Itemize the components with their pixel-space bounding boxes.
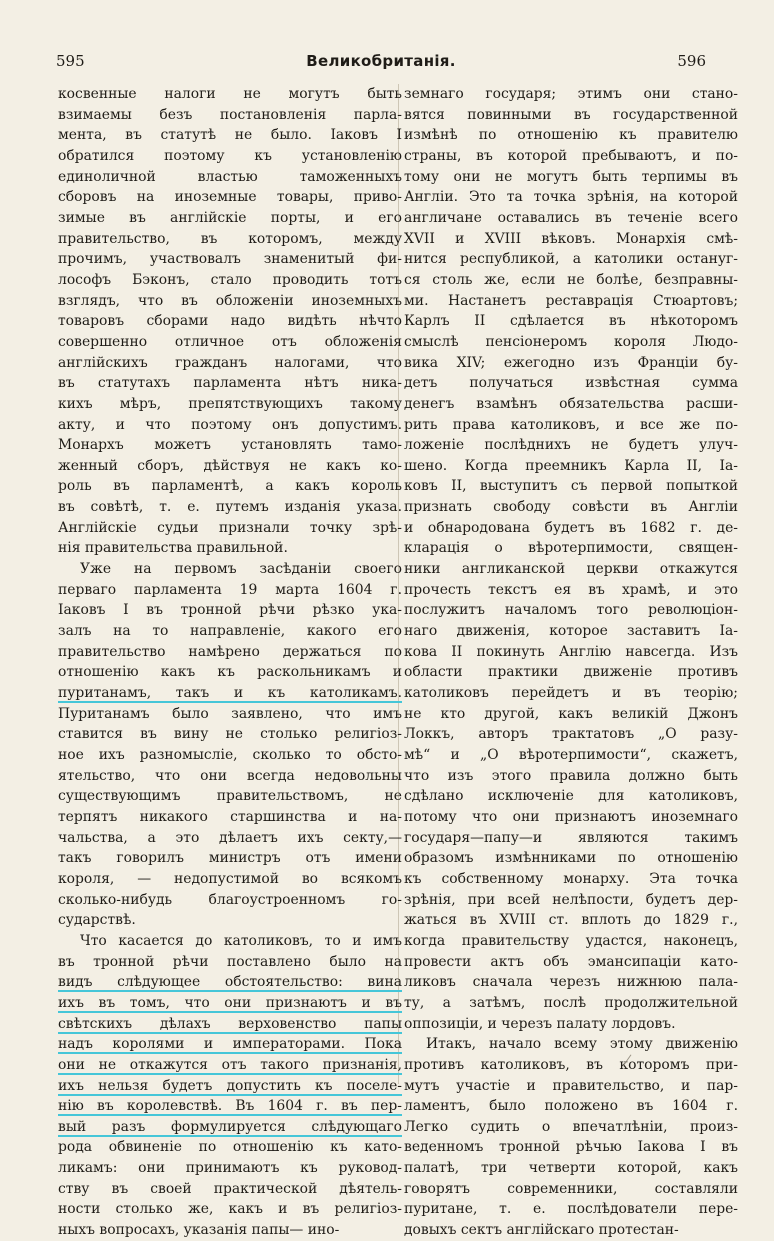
text-line: Монархъ можетъ установлять тамо-	[58, 437, 402, 454]
text-line: шено. Когда преемникъ Карла II, Іа-	[404, 457, 738, 474]
text-line: области практики движеніе противъ	[404, 664, 738, 681]
text-line: роль въ парламентѣ, а какъ король	[58, 478, 402, 495]
text-line: ми. Настанетъ реставрація Стюартовъ;	[404, 292, 738, 309]
text-line: Локкъ, авторъ трактатовъ „О разу-	[404, 726, 738, 743]
text-line: товаровъ сборами надо видѣть нѣчто	[58, 313, 402, 330]
text-line: измѣнѣ по отношенію къ правителю	[404, 127, 738, 144]
text-line: говорятъ современники, составляли	[404, 1180, 738, 1197]
text-line: ковъ II, выступитъ съ первой попыткой	[404, 478, 738, 495]
text-line: пуританамъ, такъ и къ католикамъ.	[58, 685, 402, 702]
page-number-left: 595	[56, 52, 85, 70]
text-line: кихъ мѣръ, препятствующихъ такому	[58, 395, 402, 412]
text-line: ликамъ: они принимаютъ къ руковод-	[58, 1160, 402, 1177]
text-line: ихъ въ томъ, что они признаютъ и въ	[58, 994, 402, 1011]
text-line: смыслѣ пенсіонеромъ короля Людо-	[404, 333, 738, 350]
text-line: они не откажутся отъ такого признанія,	[58, 1056, 402, 1073]
text-line: зрѣнія, при всей нелѣпости, будетъ дер-	[404, 891, 738, 908]
text-line: ту, а затѣмъ, послѣ продолжительной	[404, 994, 738, 1011]
text-line: католиковъ перейдетъ и въ теорію;	[404, 685, 738, 702]
text-line: надъ королями и императорами. Пока	[58, 1036, 402, 1053]
text-line: тому они не могутъ быть терпимы въ	[404, 168, 738, 185]
text-line: Карлъ II сдѣлается въ нѣкоторомъ	[404, 313, 738, 330]
text-line: что изъ этого правила должно быть	[404, 767, 738, 784]
text-line: палатѣ, три четверти которой, какъ	[404, 1160, 738, 1177]
text-line: ся столь же, если не болѣе, безправны-	[404, 271, 738, 288]
text-line: Уже на первомъ засѣданіи своего	[80, 561, 402, 578]
text-line: нію въ королевствѣ. Въ 1604 г. въ пер-	[58, 1098, 402, 1115]
text-line: обратился поэтому къ установленію	[58, 147, 402, 164]
text-line: чальства, а это дѣлаетъ ихъ секту,—	[58, 829, 402, 846]
text-line: короля, — недопустимой во всякомъ	[58, 870, 402, 887]
text-line: ликовъ сначала черезъ нижнюю пала-	[404, 974, 738, 991]
text-line: Англійскіе судьи признали точку зрѣ-	[58, 519, 402, 536]
text-line: не кто другой, какъ великій Джонъ	[404, 705, 738, 722]
text-line: вый разъ формулируется слѣдующаго	[58, 1118, 402, 1135]
text-line: образомъ измѣнниками по отношенію	[404, 850, 738, 867]
text-line: XVII и XVIII вѣковъ. Монархія смѣ-	[404, 230, 738, 247]
text-line: государя—папу—и являются такимъ	[404, 829, 738, 846]
text-line: англичане оставались въ теченіе всего	[404, 209, 738, 226]
text-line: вятся повинными въ государственной	[404, 106, 738, 123]
text-line: ству въ своей практической дѣятель-	[58, 1180, 402, 1197]
text-line: страны, въ которой пребываютъ, и по-	[404, 147, 738, 164]
text-line: сударствѣ.	[58, 912, 136, 929]
text-line: вика XIV; ежегодно изъ Франціи бу-	[404, 354, 738, 371]
text-line: нится республикой, а католики остануг-	[404, 251, 738, 268]
text-line: единоличной властью таможенныхъ	[58, 168, 402, 185]
text-line: правительство, въ которомъ, между	[58, 230, 402, 247]
text-line: прочимъ, участвовалъ знаменитый фи-	[58, 251, 402, 268]
text-line: денегъ взамѣнъ обязательства расши-	[404, 395, 738, 412]
text-line: сколько-нибудь благоустроенномъ го-	[58, 891, 402, 908]
text-line: веденномъ тронной рѣчью Іакова I въ	[404, 1139, 738, 1156]
text-line: Легко судить о впечатлѣніи, произ-	[404, 1118, 738, 1135]
text-line: совершенно отличное отъ обложенія	[58, 333, 402, 350]
text-line: ложеніе послѣднихъ не будетъ улуч-	[404, 437, 738, 454]
text-line: Итакъ, начало всему этому движенію	[426, 1036, 738, 1053]
text-line: противъ католиковъ, въ которомъ при-	[404, 1056, 738, 1073]
text-line: рода обвиненіе по отношенію къ като-	[58, 1139, 402, 1156]
text-line: когда правительству удастся, наконецъ,	[404, 932, 738, 949]
text-line: Что касается до католиковъ, то и имъ	[80, 932, 402, 949]
text-line: сборовъ на иноземные товары, приво-	[58, 189, 402, 206]
text-line: косвенные налоги не могутъ быть	[58, 86, 402, 102]
text-line: ламентъ, было положено въ 1604 г.	[404, 1098, 738, 1115]
text-line: земнаго государя; этимъ они стано-	[404, 86, 738, 102]
text-line: въ совѣтѣ, т. е. путемъ изданія указа.	[58, 499, 402, 516]
text-line: ники англиканской церкви откажутся	[404, 561, 738, 578]
text-line: рить права католиковъ, и все же по-	[404, 416, 738, 433]
text-line: пуритане, т. е. послѣдователи пере-	[404, 1201, 738, 1218]
text-line: зимые въ англійскіе порты, и его	[58, 209, 402, 226]
text-line: мутъ участіе и правительство, и пар-	[404, 1077, 738, 1094]
text-line: къ собственному монарху. Эта точка	[404, 870, 738, 887]
text-line: нія правительства правильной.	[58, 540, 288, 557]
right-column	[404, 84, 738, 1241]
running-title: Великобританія.	[306, 52, 456, 70]
text-line: оппозиціи, и черезъ палату лордовъ.	[404, 1015, 676, 1032]
text-line: мѣ“ и „О вѣротерпимости“, скажетъ,	[404, 747, 738, 763]
text-line: наго движенія, которое заставитъ Іа-	[404, 623, 738, 640]
text-line: лософъ Бэконъ, стало проводить тотъ	[58, 271, 402, 288]
text-line: послужитъ началомъ того революціон-	[404, 602, 738, 619]
text-line: мента, въ статутѣ не было. Іаковъ I	[58, 127, 402, 144]
text-line: взимаемы безъ постановленія парла-	[58, 106, 402, 123]
text-line: Іаковъ I въ тронной рѣчи рѣзко ука-	[58, 602, 402, 619]
text-line: кларація о вѣротерпимости, священ-	[404, 540, 738, 557]
text-line: и обнародована будетъ въ 1682 г. де-	[404, 519, 738, 536]
text-line: отношенію какъ къ раскольникамъ и	[58, 664, 402, 681]
text-line: провести актъ объ эмансипаціи като-	[404, 953, 738, 970]
text-line: женный сборъ, дѣйствуя не какъ ко-	[58, 457, 402, 474]
text-line: детъ получаться извѣстная сумма	[404, 375, 738, 392]
text-line: потому что они признаютъ иноземнаго	[404, 808, 738, 825]
text-line: перваго парламента 19 марта 1604 г.	[58, 581, 402, 598]
text-line: залъ на то направленіе, какого его	[58, 623, 402, 640]
text-line: ихъ нельзя будетъ допустить къ поселе-	[58, 1077, 402, 1094]
text-line: жаться въ XVIII ст. вплоть до 1829 г.,	[404, 912, 738, 929]
text-line: Пуританамъ было заявлено, что имъ	[58, 705, 402, 722]
text-line: въ статутахъ парламента нѣтъ ника-	[58, 375, 402, 392]
text-line: существующимъ правительствомъ, не	[58, 788, 402, 805]
text-line: въ тронной рѣчи поставлено было на	[58, 953, 402, 970]
text-line: такъ говорилъ министръ отъ имени	[58, 850, 402, 867]
text-line: ныхъ вопросахъ, указанія папы— ино-	[58, 1222, 340, 1239]
text-line: акту, и что поэтому онъ допустимъ.	[58, 416, 402, 433]
text-line: правительство намѣрено держаться по	[58, 643, 402, 660]
text-line: свѣтскихъ дѣлахъ верховенство папы	[58, 1015, 402, 1032]
left-column	[58, 84, 402, 1241]
text-line: ставится въ вину не столько религіоз-	[58, 726, 402, 743]
text-line: прочесть текстъ ея въ храмѣ, и это	[404, 581, 738, 598]
text-line: взглядъ, что въ обложеніи иноземныхъ	[58, 292, 402, 309]
page-header	[56, 52, 706, 74]
text-line: ное ихъ разномысліе, сколько то обсто-	[58, 747, 402, 763]
text-line: ности столько же, какъ и въ религіоз-	[58, 1201, 402, 1218]
text-line: сдѣлано исключеніе для католиковъ,	[404, 788, 738, 805]
text-line: видъ слѣдующее обстоятельство: вина	[58, 974, 402, 991]
text-line: признать свободу совѣсти въ Англіи	[404, 499, 738, 516]
text-line: Англіи. Это та точка зрѣнія, на которой	[404, 189, 738, 206]
text-line: англійскихъ гражданъ налогами, что	[58, 354, 402, 371]
page-number-right: 596	[677, 52, 706, 70]
text-line: ятельство, что они всегда недовольны	[58, 767, 402, 784]
text-line: терпятъ никакого старшинства и на-	[58, 808, 402, 825]
text-line: довыхъ сектъ англійскаго протестан-	[404, 1222, 679, 1239]
text-line: кова II покинуть Англію навсегда. Изъ	[404, 643, 738, 660]
